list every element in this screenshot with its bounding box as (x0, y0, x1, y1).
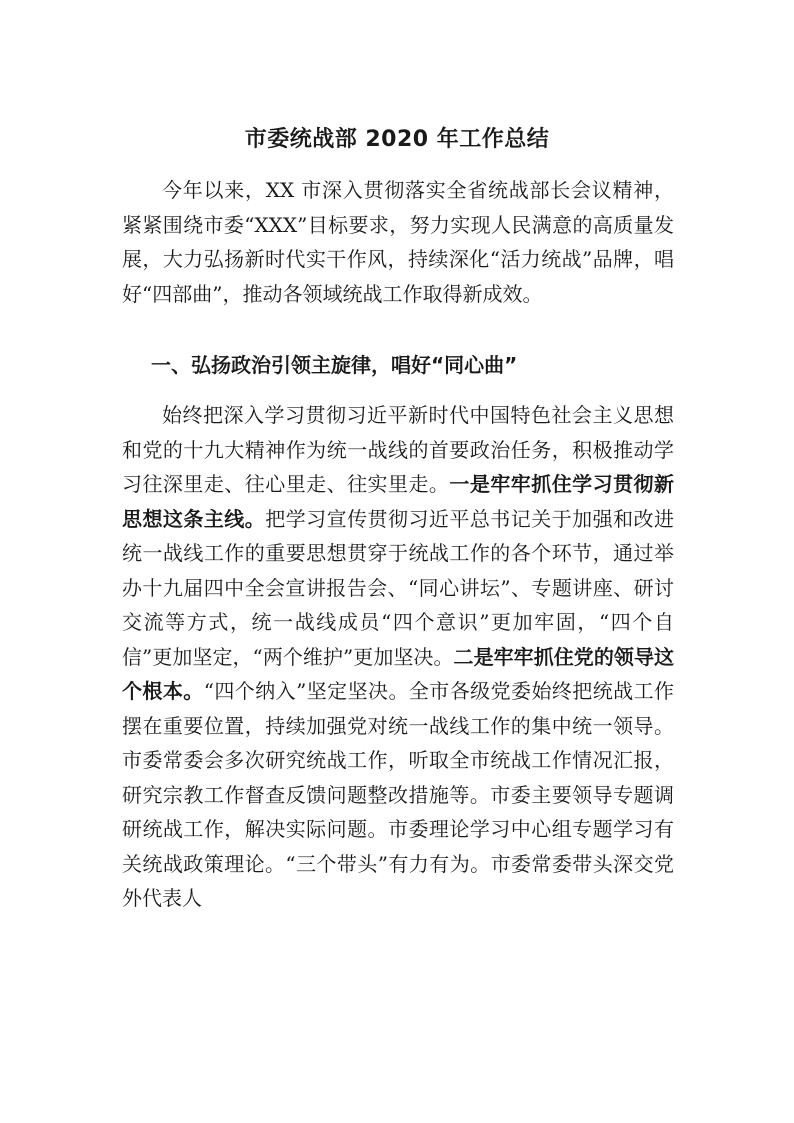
document-title: 市委统战部 2020 年工作总结 (244, 127, 550, 152)
section-paragraph (122, 398, 674, 916)
intro-paragraph: 今年以来，XX 市深入贯彻落实全省统战部长会议精神，紧紧围绕市委“XXX”目标要求，努力实现人民满意的高质量发展，大力弘扬新时代实干作风，持续深化“活力统战”品牌，唱好“四部曲”，推动各领域统战工作取得新成效。 (122, 178, 674, 306)
paragraph-text: 始终把深入学习贯彻习近平新时代中国特色社会主义思想和党的十九大精神作为统一战线的首要政治任务，积极推动学习往深里走、往心里走、往实里走。 (122, 403, 674, 496)
emphasis-point-one: 一是牢牢抓住学习贯彻新思想这条主线。 (122, 472, 675, 531)
paragraph-text: “四个纳入”坚定坚决。全市各级党委始终把统战工作摆在重要位置，持续加强党对统一战线工作的集中统一领导。市委常委会多次研究统战工作，听取全市统战工作情况汇报，研究宗教工作督查反馈问题整改措施等。市委主要领导专题调研统战工作，解决实际问题。市委理论学习中心组专题学习有关统战政策理论。“三个带头”有力有为。市委常委带头深交党外代表人 (122, 679, 675, 910)
paragraph-text: 把学习宣传贯彻习近平总书记关于加强和改进统一战线工作的重要思想贯穿于统战工作的各个环节，通过举办十九届四中全会宣讲报告会、“同心讲坛”、专题讲座、研讨交流等方式，统一战线成员“四个意识”更加牢固，“四个自信”更加坚定，“两个维护”更加坚决。 (122, 506, 675, 669)
section-heading: 一、弘扬政治引领主旋律，唱好“同心曲” (151, 353, 518, 377)
emphasis-point-two: 二是牢牢抓住党的领导这个根本。 (122, 644, 674, 703)
